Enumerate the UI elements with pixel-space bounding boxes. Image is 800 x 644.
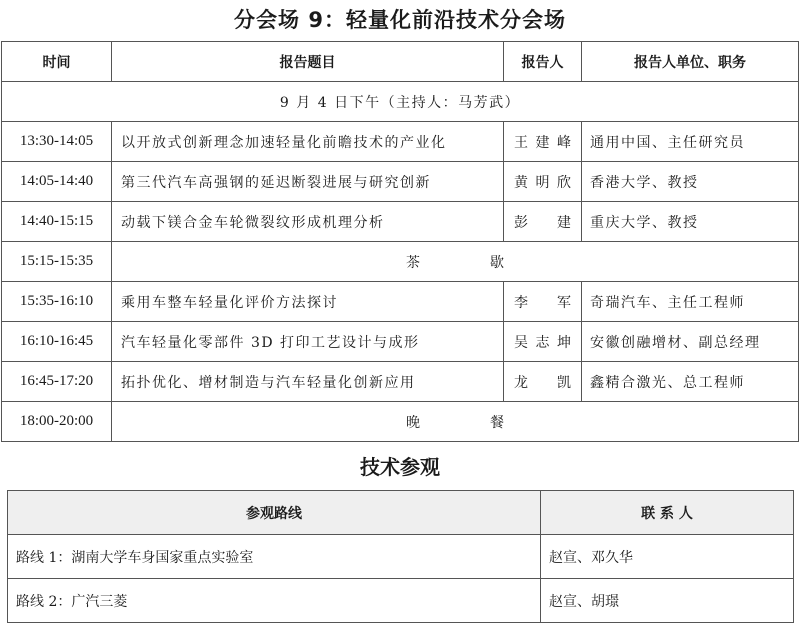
table-row xyxy=(2,202,799,242)
talk-time: 14:05-14:40 xyxy=(2,162,112,202)
talk-org: 香港大学、教授 xyxy=(582,162,799,202)
dinner-time: 18:00-20:00 xyxy=(2,402,112,442)
talk-org: 安徽创融增材、副总经理 xyxy=(582,322,799,362)
talk-topic: 第三代汽车高强钢的延迟断裂进展与研究创新 xyxy=(112,162,504,202)
talk-speaker: 黄明欣 xyxy=(504,162,582,202)
column-header-org: 报告人单位、职务 xyxy=(582,42,799,82)
visit-route: 路线 1：湖南大学车身国家重点实验室 xyxy=(8,535,541,579)
session-title: 分会场 9：轻量化前沿技术分会场 xyxy=(234,8,566,32)
talk-speaker: 龙凯 xyxy=(504,362,582,402)
table-row xyxy=(2,362,799,402)
table-header-row xyxy=(8,491,794,535)
table-row xyxy=(2,162,799,202)
table-row xyxy=(8,535,794,579)
talk-time: 16:10-16:45 xyxy=(2,322,112,362)
table-header-row xyxy=(2,42,799,82)
tea-break-time: 15:15-15:35 xyxy=(2,242,112,282)
table-row xyxy=(2,322,799,362)
table-row xyxy=(2,122,799,162)
session-header-row xyxy=(2,82,799,122)
talk-time: 14:40-15:15 xyxy=(2,202,112,242)
column-header-speaker: 报告人 xyxy=(504,42,582,82)
dinner-row xyxy=(2,402,799,442)
dinner-label xyxy=(112,402,799,442)
talk-org: 通用中国、主任研究员 xyxy=(582,122,799,162)
talk-topic: 乘用车整车轻量化评价方法探讨 xyxy=(112,282,504,322)
talk-org: 奇瑞汽车、主任工程师 xyxy=(582,282,799,322)
talk-speaker: 李军 xyxy=(504,282,582,322)
tea-break-char-2: 歇 xyxy=(490,254,504,271)
talk-time: 15:35-16:10 xyxy=(2,282,112,322)
visit-title: 技术参观 xyxy=(360,455,440,479)
dinner-char-2: 餐 xyxy=(490,414,504,431)
tea-break-char-1: 茶 xyxy=(406,254,420,271)
talk-topic: 汽车轻量化零部件 3D 打印工艺设计与成形 xyxy=(112,322,504,362)
tea-break-row xyxy=(2,242,799,282)
column-header-contact: 联 系 人 xyxy=(541,491,794,535)
session-schedule-table xyxy=(1,41,799,442)
talk-org: 重庆大学、教授 xyxy=(582,202,799,242)
talk-topic: 动载下镁合金车轮微裂纹形成机理分析 xyxy=(112,202,504,242)
dinner-char-1: 晚 xyxy=(406,414,420,431)
tea-break-label xyxy=(112,242,799,282)
technical-visit-table xyxy=(7,490,794,623)
column-header-time: 时间 xyxy=(2,42,112,82)
visit-contact: 赵宣、胡璟 xyxy=(541,579,794,623)
table-row xyxy=(2,282,799,322)
talk-time: 13:30-14:05 xyxy=(2,122,112,162)
talk-org: 鑫精合激光、总工程师 xyxy=(582,362,799,402)
column-header-route: 参观路线 xyxy=(8,491,541,535)
talk-speaker: 王建峰 xyxy=(504,122,582,162)
session-date-host: 9 月 4 日下午（主持人：马芳武） xyxy=(2,82,799,122)
talk-speaker: 彭建 xyxy=(504,202,582,242)
visit-contact: 赵宣、邓久华 xyxy=(541,535,794,579)
talk-topic: 拓扑优化、增材制造与汽车轻量化创新应用 xyxy=(112,362,504,402)
table-row xyxy=(8,579,794,623)
talk-speaker: 吴志坤 xyxy=(504,322,582,362)
visit-route: 路线 2：广汽三菱 xyxy=(8,579,541,623)
talk-time: 16:45-17:20 xyxy=(2,362,112,402)
talk-topic: 以开放式创新理念加速轻量化前瞻技术的产业化 xyxy=(112,122,504,162)
column-header-topic: 报告题目 xyxy=(112,42,504,82)
